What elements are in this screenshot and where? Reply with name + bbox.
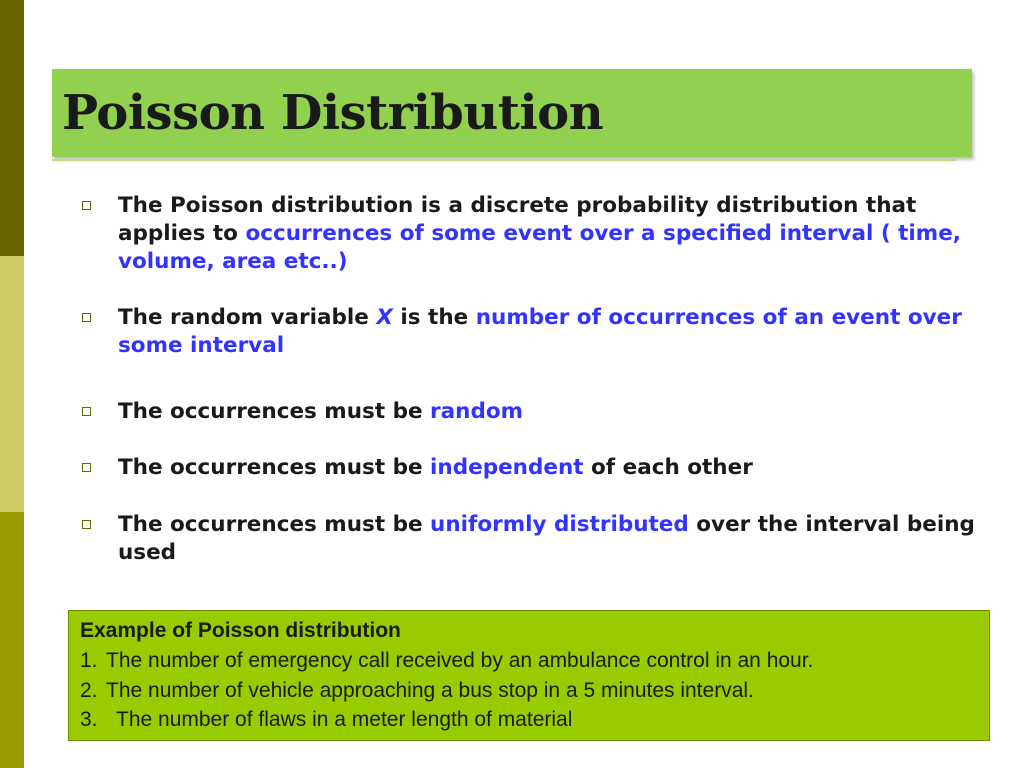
bullet-plain-text: The occurrences must be — [118, 455, 431, 480]
bullet-item-random — [82, 398, 982, 426]
example-item-number: 2. — [80, 679, 98, 702]
bullet-item-uniform — [82, 511, 982, 567]
square-bullet-icon — [82, 313, 91, 322]
bullet-item-random-variable — [82, 304, 982, 360]
example-item-number: 1. — [80, 649, 98, 672]
bullet-plain-text: is the — [392, 305, 476, 330]
example-item — [80, 708, 572, 732]
variable-symbol: X — [376, 305, 393, 330]
bullet-plain-text: The random variable — [118, 305, 377, 330]
bullet-highlight-text: number of occurrences of an event over some interval — [118, 305, 962, 358]
square-bullet-icon — [82, 520, 91, 529]
title-box — [52, 69, 972, 157]
bullet-highlight-text: independent — [430, 455, 584, 480]
example-item-text: The number of vehicle approaching a bus stop in a 5 minutes interval. — [106, 679, 754, 702]
square-bullet-icon — [82, 463, 91, 472]
side-band-dark — [0, 0, 24, 256]
bullet-text — [118, 511, 982, 567]
bullet-plain-text: over the interval being used — [118, 512, 975, 565]
bullet-text — [118, 192, 982, 276]
bullet-text — [118, 398, 982, 426]
example-item — [80, 679, 754, 703]
title-divider — [52, 159, 956, 161]
bullet-text — [118, 454, 982, 482]
bullet-highlight-text: occurrences of some event over a specified interval ( time, volume, area etc..) — [118, 221, 961, 274]
bullet-plain-text: The Poisson distribution is a discrete probability distribution that applies to — [118, 193, 917, 246]
bullet-highlight-text: random — [430, 399, 524, 424]
example-item — [80, 649, 813, 673]
bullet-item-independent — [82, 454, 982, 482]
square-bullet-icon — [82, 407, 91, 416]
example-heading: Example of Poisson distribution — [80, 619, 401, 642]
bullet-text — [118, 304, 982, 360]
bullet-plain-text: The occurrences must be — [118, 512, 431, 537]
side-band-olive — [0, 512, 24, 768]
example-item-text: The number of flaws in a meter length of material — [116, 708, 573, 731]
bullet-plain-text: The occurrences must be — [118, 399, 431, 424]
page-title: Poisson Distribution — [62, 85, 604, 141]
example-box — [68, 610, 990, 741]
bullet-plain-text: of each other — [583, 455, 753, 480]
square-bullet-icon — [82, 201, 91, 210]
side-band-light — [0, 256, 24, 512]
example-item-number: 3. — [80, 708, 98, 731]
example-item-text: The number of emergency call received by an ambulance control in an hour. — [106, 649, 814, 672]
bullet-highlight-text: uniformly distributed — [430, 512, 689, 537]
bullet-item-definition — [82, 192, 982, 276]
